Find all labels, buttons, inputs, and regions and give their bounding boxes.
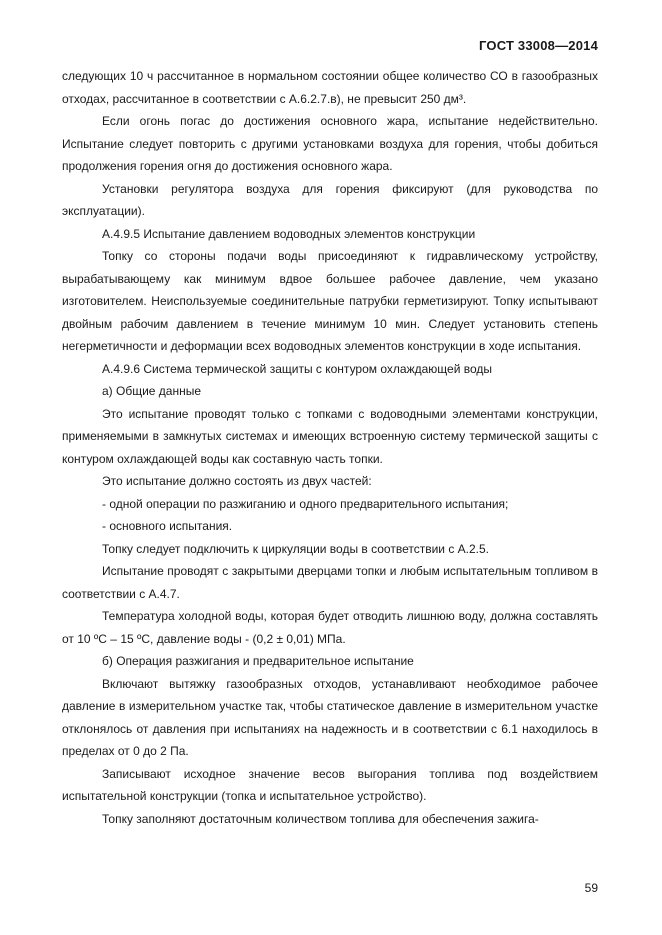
paragraph-continuation: следующих 10 ч рассчитанное в нормальном состоянии общее количество СО в газообразных отходах, рассчитанное в соответствии с А.6.2.7.в), не превысит 250 дм³. [62, 69, 598, 106]
list-item: - основного испытания. [102, 519, 233, 533]
paragraph: Это испытание должно состоять из двух частей: [102, 474, 372, 488]
list-item: - одной операции по разжиганию и одного предварительного испытания; [102, 496, 509, 511]
paragraph: Установки регулятора воздуха для горения фиксируют (для руководства по эксплуатации). [62, 181, 598, 218]
paragraph: Записывают исходное значение весов выгорания топлива под воздействием испытательной конструкции (топка и испытательное устройство). [62, 766, 598, 803]
paragraph: Температура холодной воды, которая будет отводить лишнюю воду, должна составлять от 10 ºС – 15 ºС, давление воды - (0,2 ± 0,01) МПа. [62, 609, 598, 646]
paragraph: Это испытание проводят только с топками с водоводными элементами конструкции, применяемыми в замкнутых системах и имеющих встроенную систему термической защиты с контуром охлаждающей воды как составную часть топки. [62, 406, 598, 466]
paragraph: Топку со стороны подачи воды присоединяют к гидравлическому устройству, вырабатывающему как минимум вдвое большее рабочее давление, чем указано изготовителем. Неиспользуемые соединительные патрубки герметизируют. Топку испытывают двойным рабочим давлением в течение минимум 10 мин. Следует установить степень негерметичности и деформации всех водоводных элементов конструкции в ходе испытания. [62, 249, 598, 353]
paragraph: Испытание проводят с закрытыми дверцами топки и любым испытательным топливом в соответствии с А.4.7. [62, 564, 598, 601]
paragraph: Топку заполняют достаточным количеством топлива для обеспечения зажига- [102, 811, 539, 826]
page-number: 59 [584, 881, 598, 895]
document-body [62, 65, 598, 830]
section-heading-a496: А.4.9.6 Система термической защиты с контуром охлаждающей воды [102, 361, 493, 376]
subsection-heading-b: б) Операция разжигания и предварительное испытание [102, 654, 414, 668]
paragraph: Если огонь погас до достижения основного жара, испытание недействительно. Испытание следует повторить с другими установками воздуха для горения, чтобы добиться продолжения горения огня до достижения основного жара. [62, 114, 598, 173]
document-header: ГОСТ 33008—2014 [479, 38, 598, 53]
paragraph: Включают вытяжку газообразных отходов, устанавливают необходимое рабочее давление в измерительном участке так, чтобы статическое давление в измерительном участке отклонялось от давления при испытаниях на надежность и в соответствии с 6.1 находилось в пределах от 0 до 2 Па. [62, 676, 598, 758]
section-heading-a495: А.4.9.5 Испытание давлением водоводных элементов конструкции [102, 226, 476, 241]
paragraph: Топку следует подключить к циркуляции воды в соответствии с А.2.5. [102, 541, 490, 556]
subsection-heading-a: а) Общие данные [102, 384, 202, 398]
